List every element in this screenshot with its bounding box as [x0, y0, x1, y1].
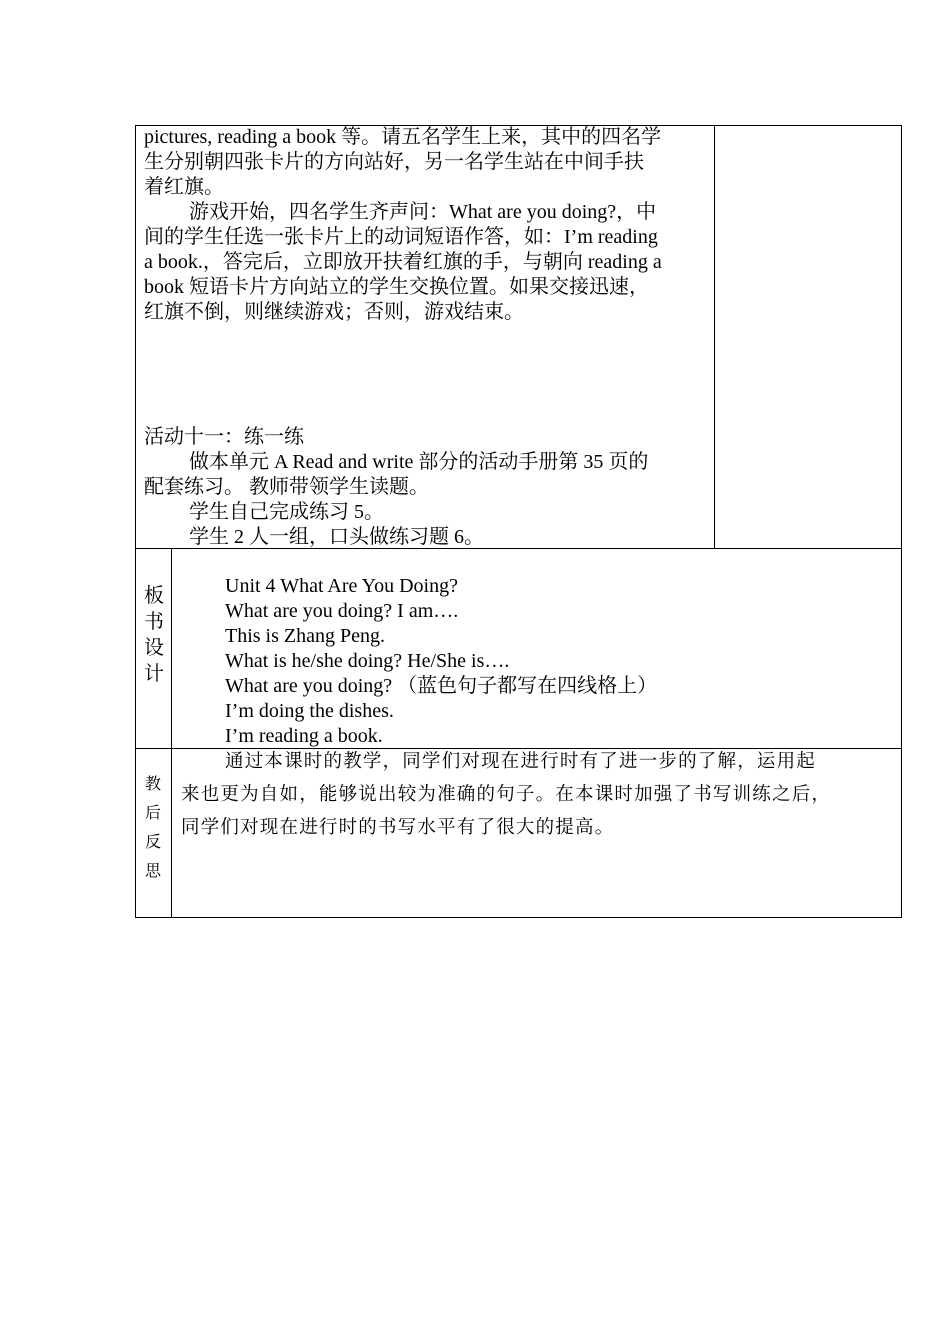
- board-line: What are you doing? （蓝色句子都写在四线格上）: [225, 675, 658, 697]
- reflection-label-char: 反: [144, 834, 161, 851]
- label-column-divider: [171, 548, 172, 918]
- activity-line: 着红旗。: [144, 176, 224, 198]
- activity-cell: [144, 125, 710, 550]
- board-line: Unit 4 What Are You Doing?: [225, 575, 458, 597]
- activity-line: 生分别朝四张卡片的方向站好，另一名学生站在中间手扶: [144, 151, 644, 173]
- reflection-label: [141, 770, 165, 886]
- board-label-char: 书: [144, 611, 164, 633]
- board-design-content: [225, 574, 657, 749]
- reflection-line: 同学们对现在进行时的书写水平有了很大的提高。: [181, 818, 615, 838]
- table-border-right: [901, 125, 902, 918]
- activity11-line: 学生 2 人一组，口头做练习题 6。: [189, 526, 484, 548]
- activity-line: 游戏开始，四名学生齐声问：What are you doing?，中: [189, 201, 657, 223]
- activity11-line: 学生自己完成练习 5。: [189, 501, 384, 523]
- board-line: I’m doing the dishes.: [225, 700, 394, 722]
- table-border-left: [135, 125, 136, 918]
- reflection-line: 来也更为自如，能够说出较为准确的句子。在本课时加强了书写训练之后，: [181, 785, 832, 805]
- board-label-char: 板: [144, 585, 164, 607]
- reflection-line: 通过本课时的教学，同学们对现在进行时有了进一步的了解，运用起: [225, 752, 817, 772]
- reflection-content: [181, 746, 893, 845]
- board-label-char: 计: [144, 663, 164, 685]
- reflection-label-char: 教: [144, 776, 161, 793]
- activity-line: a book.，答完后，立即放开扶着红旗的手，与朝向 reading a: [144, 251, 662, 273]
- board-line: What are you doing? I am….: [225, 600, 459, 622]
- board-line: I’m reading a book.: [225, 725, 383, 747]
- board-line: This is Zhang Peng.: [225, 625, 385, 647]
- activity11-line: 做本单元 A Read and write 部分的活动手册第 35 页的: [189, 451, 649, 473]
- board-label-char: 设: [144, 637, 164, 659]
- activity11-title: 活动十一：练一练: [144, 426, 304, 448]
- table-border-bottom: [135, 917, 902, 918]
- activity-line: 间的学生任选一张卡片上的动词短语作答，如：I’m reading: [144, 226, 658, 248]
- board-line: What is he/she doing? He/She is….: [225, 650, 510, 672]
- reflection-label-char: 思: [144, 863, 161, 880]
- activity-line: pictures, reading a book 等。请五名学生上来，其中的四名学: [144, 126, 662, 148]
- board-design-label: [142, 583, 166, 687]
- activity-line: 红旗不倒，则继续游戏；否则，游戏结束。: [144, 301, 524, 323]
- table-inner-divider: [714, 125, 715, 549]
- activity11-line: 配套练习。 教师带领学生读题。: [144, 476, 429, 498]
- activity-line: book 短语卡片方向站立的学生交换位置。如果交接迅速，: [144, 276, 649, 298]
- reflection-label-char: 后: [144, 805, 161, 822]
